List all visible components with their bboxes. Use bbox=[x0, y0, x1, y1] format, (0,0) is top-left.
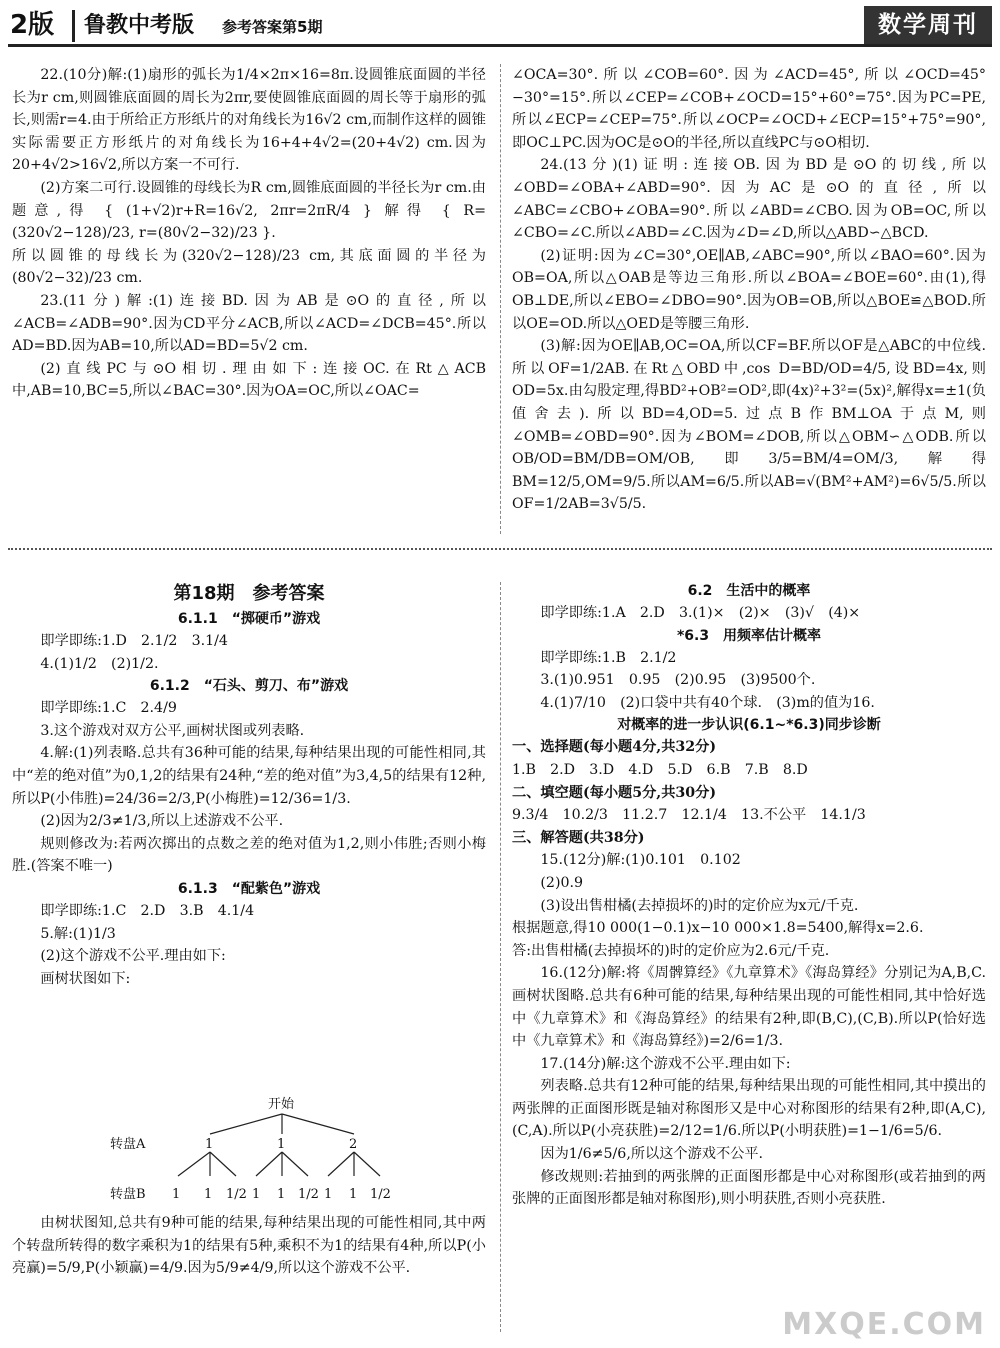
tree-node-b: 1 bbox=[349, 1187, 358, 1202]
answer-text: 16.(12分)解:将《周髀算经》《九章算术》《海岛算经》分别记为A,B,C.画树状图略.总共有6种可能的结果,每种结果出现的可能性相同,其中恰好选中《九章算术》和《海岛算经》的结果有2种,即(B,C),(C,B).所以P(恰好选中《九章算术》和《海岛算经》)=2/6=1/3. bbox=[512, 965, 986, 1050]
tree-node-b: 1/2 bbox=[298, 1187, 319, 1202]
tree-node-b: 1 bbox=[324, 1187, 333, 1202]
answer-text: 4.解:(1)列表略.总共有36种可能的结果,每种结果出现的可能性相同,其中“差的绝对值”为0,1,2的结果有24种,“差的绝对值”为3,4,5的结果有12种,所以P(小伟胜)=24/36=2/3,P(小梅胜)=12/36=1/3. bbox=[12, 745, 486, 807]
answer-text: (2)0.9 bbox=[540, 874, 584, 891]
tree-level-a-label: 转盘A bbox=[110, 1137, 146, 1152]
answer-24-part1: 24.(13分)(1)证明:连接OB.因为BD是⊙O的切线,所以∠OBD=∠OBA+∠ABD=90°.因为AC是⊙O的直径,所以∠ABC=∠CBO+∠OBA=90°.所以∠ABD=∠CBO.因为OB=OC,所以∠CBO=∠C.所以∠ABD=∠C.因为∠D=∠D,所以△ABD∽△BCD. bbox=[512, 157, 986, 242]
tree-node-a: 2 bbox=[349, 1137, 358, 1152]
section-6-1-3: 6.1.3 “配紫色”游戏 bbox=[177, 880, 321, 897]
answer-text: 修改规则:若抽到的两张牌的正面图形都是中心对称图形(或若抽到的两张牌的正面图形都是轴对称图形),则小明获胜,否则小亮获胜. bbox=[512, 1168, 986, 1208]
part-heading: 三、解答题(共38分) bbox=[512, 829, 645, 846]
practice-line: 5.解:(1)1/3 bbox=[40, 925, 116, 942]
tree-node-b: 1 bbox=[172, 1187, 181, 1202]
answer-23-cont: ∠OCA=30°.所以∠COB=60°.因为∠ACD=45°,所以∠OCD=45°−30°=15°.所以∠CEP=∠COB+∠OCD=15°+60°=75°.因为PC=PE,所以∠ECP=∠CEP=75°.所以∠OCP=∠OCD+∠ECP=15°+75°=90°,即OC⊥PC.因为OC是⊙O的半径,所以直线PC与⊙O相切. bbox=[512, 67, 986, 151]
answer-24-part2: (2)证明:因为∠C=30°,OE∥AB,∠ABC=90°,所以∠BAO=60°.因为OB=OA,所以△OAB是等边三角形.所以∠BOA=∠BOE=60°.由(1),得OB⊥DE,所以∠EBO=∠DBO=90°.因为OB=OB,所以△BOE≌△BOD.所以OE=OD.所以△OED是等腰三角形. bbox=[512, 247, 986, 332]
tree-node-b: 1/2 bbox=[226, 1187, 247, 1202]
practice-line: 4.(1)1/2 (2)1/2. bbox=[40, 655, 159, 672]
column-divider-top bbox=[500, 64, 502, 534]
header-divider bbox=[72, 10, 75, 42]
answer-text: (3)设出售柑橘(去掉损坏的)时的定价应为x元/千克. bbox=[540, 897, 859, 914]
answer-text: 1.B 2.D 3.D 4.D 5.D 6.B 7.B 8.D bbox=[512, 761, 808, 778]
answer-text: 由树状图知,总共有9种可能的结果,每种结果出现的可能性相同,其中两个转盘所转得的数字乘积为1的结果有5种,乘积不为1的结果有4种,所以P(小亮赢)=5/9,P(小颖赢)=4/9.因为5/9≠4/9,所以这个游戏不公平. bbox=[12, 1215, 486, 1277]
issue-18-title: 第18期 参考答案 bbox=[173, 583, 325, 604]
tree-node-b: 1/2 bbox=[370, 1187, 391, 1202]
tree-start: 开始 bbox=[268, 1097, 295, 1112]
answer-24-part3: (3)解:因为OE∥AB,OC=OA,所以CF=BF.所以OF是△ABC的中位线.所以OF=1/2AB.在Rt△OBD中,cos D=BD/OD=4/5,设BD=4x,则OD=5x.由勾股定理,得BD²+OB²=OD²,即(4x)²+3²=(5x)²,解得x=±1(负值舍去).所以BD=4,OD=5.过点B作BM⊥OA于点M,则∠OMB=∠OBD=90°.因为∠BOM=∠DOB,所以△OBM∽△ODB.所以OB/OD=BM/DB=OM/OB,即3/5=BM/4=OM/3,解得BM=12/5,OM=9/5.所以AM=6/5.所以AB=√(BM²+AM²)=6√5/5.所以OF=1/2AB=3√5/5. bbox=[512, 338, 986, 513]
answer-text: 17.(14分)解:这个游戏不公平.理由如下: bbox=[540, 1055, 791, 1072]
column-divider-bottom bbox=[500, 582, 502, 1332]
edition-label: 鲁教中考版 bbox=[84, 13, 195, 38]
part-heading: 二、填空题(每小题5分,共30分) bbox=[512, 784, 717, 801]
answer-22-conclusion: 所以圆锥的母线长为(320√2−128)/23 cm,其底面圆的半径为(80√2−32)/23 cm. bbox=[12, 247, 486, 287]
watermark: MXQE.COM bbox=[782, 1307, 986, 1342]
section-divider bbox=[8, 548, 992, 550]
answer-text: 9.3/4 10.2/3 11.2.7 12.1/4 13.不公平 14.1/3 bbox=[512, 807, 866, 824]
practice-line: 画树状图如下: bbox=[40, 970, 131, 987]
section-6-2: 6.2 生活中的概率 bbox=[687, 583, 811, 599]
issue-subtitle: 参考答案第5期 bbox=[222, 18, 323, 36]
bottom-left-tail bbox=[12, 1212, 486, 1280]
top-right-column bbox=[512, 64, 986, 516]
practice-line: (2)这个游戏不公平.理由如下: bbox=[40, 948, 226, 965]
section-6-1-2: 6.1.2 “石头、剪刀、布”游戏 bbox=[149, 678, 349, 695]
top-left-column bbox=[12, 64, 486, 403]
answer-22-part1: 22.(10分)解:(1)扇形的弧长为1/4×2π×16=8π.设圆锥底面圆的半径长为r cm,则圆锥底面圆的周长为2πr,要使圆锥底面圆的周长等于扇形的弧长,则需r=4.由于所给正方形纸片的对角线长为16√2 cm,而制作这样的圆锥实际需要正方形纸片的对角线长为16+4+4√2=(20+4√2) cm.因为20+4√2>16√2,所以方案一不可行. bbox=[12, 67, 486, 174]
practice-line: 即学即练:1.D 2.1/2 3.1/4 bbox=[40, 633, 228, 649]
answer-text: 根据题意,得10 000(1−0.1)x−10 000×1.8=5400,解得x=2.6. bbox=[512, 920, 924, 937]
practice-line: 即学即练:1.A 2.D 3.(1)× (2)× (3)√ (4)× bbox=[540, 605, 861, 621]
bottom-left-column bbox=[12, 580, 486, 990]
answer-text: 15.(12分)解:(1)0.101 0.102 bbox=[540, 852, 741, 869]
practice-line: 即学即练:1.B 2.1/2 bbox=[540, 649, 677, 666]
tree-node-b: 1 bbox=[252, 1187, 261, 1202]
practice-line: 即学即练:1.C 2.4/9 bbox=[40, 700, 177, 717]
answer-22-part2: (2)方案二可行.设圆锥的母线长为R cm,圆锥底面圆的半径长为r cm.由题意,得 { (1+√2)r+R=16√2, 2πr=2πR/4 } 解得 { R=(320√2−128)/23, r=(80√2−32)/23 }. bbox=[12, 179, 486, 242]
tree-level-b-label: 转盘B bbox=[110, 1187, 146, 1202]
section-6-3: *6.3 用频率估计概率 bbox=[676, 627, 822, 644]
answer-23-part1: 23.(11分)解:(1)连接BD.因为AB是⊙O的直径,所以∠ACB=∠ADB=90°.因为CD平分∠ACB,所以∠ACD=∠DCB=45°.所以AD=BD.因为AB=10,所以AD=BD=5√2 cm. bbox=[12, 292, 486, 355]
issue-number: 2版 bbox=[10, 10, 55, 40]
answer-text: 因为1/6≠5/6,所以这个游戏不公平. bbox=[540, 1146, 764, 1163]
tree-node-a: 1 bbox=[205, 1137, 214, 1152]
practice-line: 3.这个游戏对双方公平,画树状图或列表略. bbox=[40, 722, 305, 739]
answer-23-part2: (2)直线PC与⊙O相切.理由如下:连接OC.在Rt△ACB中,AB=10,BC=5,所以∠BAC=30°.因为OA=OC,所以∠OAC= bbox=[12, 360, 486, 400]
tree-node-b: 1 bbox=[204, 1187, 213, 1202]
masthead: 数学周刊 bbox=[864, 6, 992, 44]
practice-line: 3.(1)0.951 0.95 (2)0.95 (3)9500个. bbox=[540, 672, 816, 689]
tree-node-b: 1 bbox=[277, 1187, 286, 1202]
diagnosis-title: 对概率的进一步认识(6.1~*6.3)同步诊断 bbox=[617, 717, 881, 734]
answer-text: 规则修改为:若两次掷出的点数之差的绝对值为1,2,则小伟胜;否则小梅胜.(答案不唯一) bbox=[12, 835, 486, 875]
answer-text: (2)因为2/3≠1/3,所以上述游戏不公平. bbox=[40, 813, 284, 830]
bottom-right-column bbox=[512, 580, 986, 1211]
answer-text: 答:出售柑橘(去掉损坏的)时的定价应为2.6元/千克. bbox=[512, 942, 830, 959]
section-6-1-1: 6.1.1 “掷硬币”游戏 bbox=[177, 611, 321, 627]
tree-diagram bbox=[110, 1094, 410, 1210]
tree-node-a: 1 bbox=[277, 1137, 286, 1152]
answer-text: 列表略.总共有12种可能的结果,每种结果出现的可能性相同,其中摸出的两张牌的正面图形既是轴对称图形又是中心对称图形的结果有2种,即(A,C),(C,A).所以P(小亮获胜)=2/12=1/6.所以P(小明获胜)=1−1/6=5/6. bbox=[512, 1078, 986, 1140]
page-header bbox=[8, 6, 992, 47]
part-heading: 一、选择题(每小题4分,共32分) bbox=[512, 739, 717, 756]
practice-line: 4.(1)7/10 (2)口袋中共有40个球. (3)m的值为16. bbox=[540, 694, 875, 711]
practice-line: 即学即练:1.C 2.D 3.B 4.1/4 bbox=[40, 902, 255, 919]
